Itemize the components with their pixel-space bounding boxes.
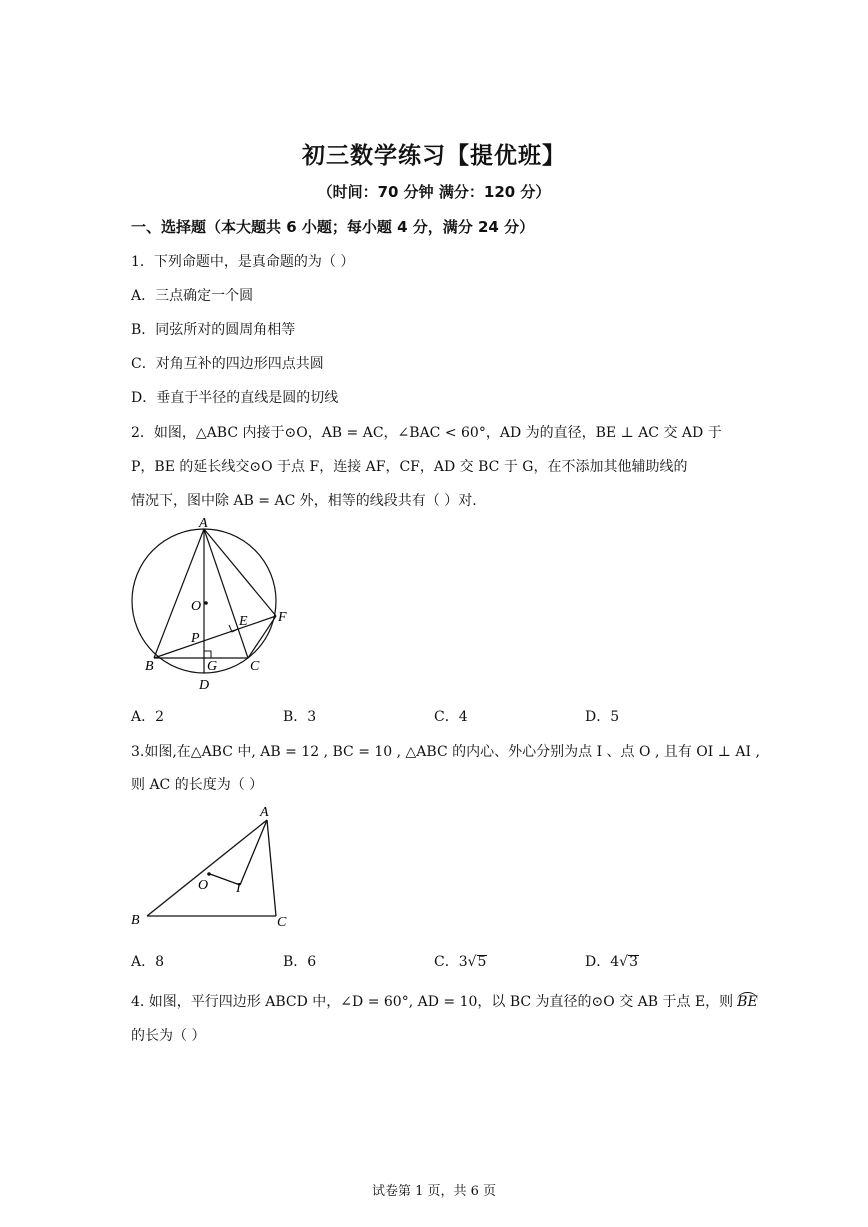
question-3-line-2: 则 AC 的长度为（ ） xyxy=(131,777,264,793)
page-title: 初三数学练习【提优班】 xyxy=(302,143,566,169)
question-1-option-a: A．三点确定一个圆 xyxy=(131,288,254,304)
figure-2-label-p: P xyxy=(191,631,200,646)
question-2-figure xyxy=(125,515,295,695)
figure-3-label-c: C xyxy=(277,915,287,930)
figure-2-label-e: E xyxy=(239,614,248,629)
page-footer: 试卷第 1 页，共 6 页 xyxy=(371,1184,497,1199)
figure-2-label-c: C xyxy=(250,659,260,674)
question-3-option-a: A．8 xyxy=(131,954,165,970)
question-2-option-b: B．3 xyxy=(283,709,317,725)
figure-2-label-d: D xyxy=(199,678,210,693)
question-3-option-d: D．4√3 xyxy=(585,954,638,970)
figure-3-label-o: O xyxy=(198,878,209,893)
question-1-option-d: D．垂直于半径的直线是圆的切线 xyxy=(131,390,339,406)
section-heading: 一、选择题（本大题共 6 小题；每小题 4 分，满分 24 分） xyxy=(131,218,535,236)
exam-info: （时间：70 分钟 满分：120 分） xyxy=(317,183,551,201)
question-3-line-1: 3.如图,在△ABC 中, AB = 12 , BC = 10 , △ABC 的内心、外心分别为点 I 、点 O , 且有 OI ⊥ AI , xyxy=(131,744,760,760)
question-1-option-b: B．同弦所对的圆周角相等 xyxy=(131,322,296,338)
figure-2-label-g: G xyxy=(207,659,218,674)
question-2-line-1: 2．如图，△ABC 内接于⊙O，AB = AC，∠BAC < 60°，AD 为的直径，BE ⊥ AC 交 AD 于 xyxy=(131,425,722,441)
arc-be: BE xyxy=(737,994,758,1010)
question-3-option-c: C．3√5 xyxy=(434,954,487,970)
question-1-option-c: C．对角互补的四边形四点共圆 xyxy=(131,356,324,372)
figure-3-label-b: B xyxy=(131,913,140,928)
question-3-figure xyxy=(125,800,300,930)
question-2-line-2: P，BE 的延长线交⊙O 于点 F，连接 AF，CF，AD 交 BC 于 G，在不添加其他辅助线的 xyxy=(131,459,688,475)
question-2-option-c: C．4 xyxy=(434,709,468,725)
question-4-line-2: 的长为（ ） xyxy=(131,1028,206,1044)
figure-3-label-i: I xyxy=(236,881,241,896)
figure-3-label-a: A xyxy=(260,805,269,820)
figure-2-label-b: B xyxy=(145,659,154,674)
question-3-option-b: B．6 xyxy=(283,954,317,970)
figure-2-label-f: F xyxy=(278,610,287,625)
question-1-stem: 1．下列命题中，是真命题的为（ ） xyxy=(131,254,355,270)
figure-2-label-o: O xyxy=(191,599,202,614)
question-4-line-1: 4. 如图，平行四边形 ABCD 中，∠D = 60°, AD = 10，以 BC 为直径的⊙O 交 AB 于点 E，则 BE xyxy=(131,994,758,1010)
question-2-line-3: 情况下，图中除 AB = AC 外，相等的线段共有（ ）对. xyxy=(131,493,477,509)
question-2-option-d: D．5 xyxy=(585,709,620,725)
figure-2-label-a: A xyxy=(199,516,208,531)
question-2-option-a: A．2 xyxy=(131,709,165,725)
